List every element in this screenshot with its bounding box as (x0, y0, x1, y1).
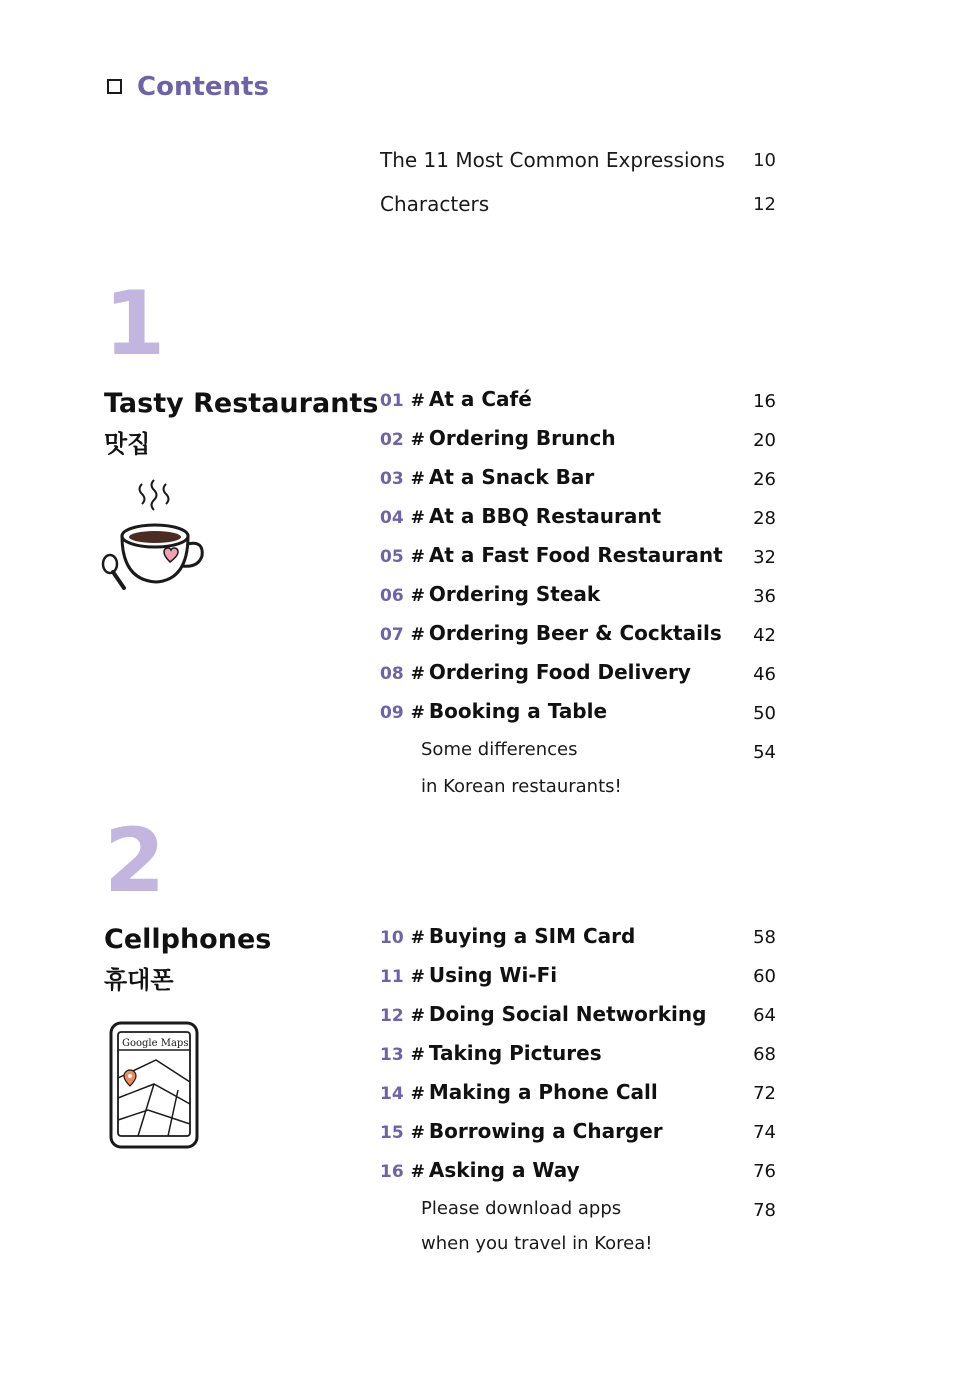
chapter-number: 2 (104, 809, 166, 912)
toc-page: 42 (753, 625, 776, 646)
toc-entry: 11 # Using Wi-Fi (380, 963, 558, 987)
toc-note-line1: Some differences (421, 739, 578, 760)
toc-note-page: 54 (753, 742, 776, 763)
toc-note-line2: in Korean restaurants! (421, 776, 622, 797)
toc-note-line2: when you travel in Korea! (421, 1233, 653, 1254)
toc-page: 58 (753, 927, 776, 948)
toc-entry: 14 # Making a Phone Call (380, 1080, 658, 1104)
toc-entry: 02 # Ordering Brunch (380, 426, 616, 450)
toc-entry: 07 # Ordering Beer & Cocktails (380, 621, 722, 645)
intro-title: Characters (380, 192, 490, 216)
toc-page: 76 (753, 1161, 776, 1182)
toc-page: 64 (753, 1005, 776, 1026)
toc-page: 74 (753, 1122, 776, 1143)
toc-entry: 12 # Doing Social Networking (380, 1002, 707, 1026)
chapter-korean-title: 맛집 (104, 430, 151, 458)
toc-page: 28 (753, 508, 776, 529)
toc-page: 50 (753, 703, 776, 724)
toc-entry: 09 # Booking a Table (380, 699, 608, 723)
toc-note-page: 78 (753, 1200, 776, 1221)
page-title: Contents (137, 72, 269, 102)
toc-entry: 04 # At a BBQ Restaurant (380, 504, 662, 528)
intro-title: The 11 Most Common Expressions (380, 148, 725, 172)
toc-entry: 01 # At a Café (380, 387, 532, 411)
toc-page: 46 (753, 664, 776, 685)
toc-page: 68 (753, 1044, 776, 1065)
toc-page: 32 (753, 547, 776, 568)
toc-page: 36 (753, 586, 776, 607)
toc-entry: 13 # Taking Pictures (380, 1041, 602, 1065)
toc-page: 26 (753, 469, 776, 490)
toc-entry: 03 # At a Snack Bar (380, 465, 595, 489)
toc-entry: 16 # Asking a Way (380, 1158, 580, 1182)
chapter-korean-title: 휴대폰 (104, 966, 174, 994)
chapter-title: Tasty Restaurants (104, 388, 379, 419)
toc-entry: 06 # Ordering Steak (380, 582, 601, 606)
intro-page: 10 (753, 150, 776, 171)
map-phone-icon (108, 1020, 202, 1152)
toc-page: 16 (753, 391, 776, 412)
map-app-label: Google Maps (122, 1038, 189, 1049)
toc-page: 20 (753, 430, 776, 451)
chapter-number: 1 (104, 272, 166, 375)
heading-checkbox-icon (107, 79, 122, 94)
toc-note-line1: Please download apps (421, 1198, 622, 1219)
toc-entry: 10 # Buying a SIM Card (380, 924, 636, 948)
toc-page: 72 (753, 1083, 776, 1104)
toc-page: 60 (753, 966, 776, 987)
coffee-cup-icon (98, 478, 210, 596)
toc-entry: 05 # At a Fast Food Restaurant (380, 543, 723, 567)
toc-entry: 15 # Borrowing a Charger (380, 1119, 663, 1143)
chapter-title: Cellphones (104, 924, 272, 955)
toc-entry: 08 # Ordering Food Delivery (380, 660, 691, 684)
intro-page: 12 (753, 194, 776, 215)
